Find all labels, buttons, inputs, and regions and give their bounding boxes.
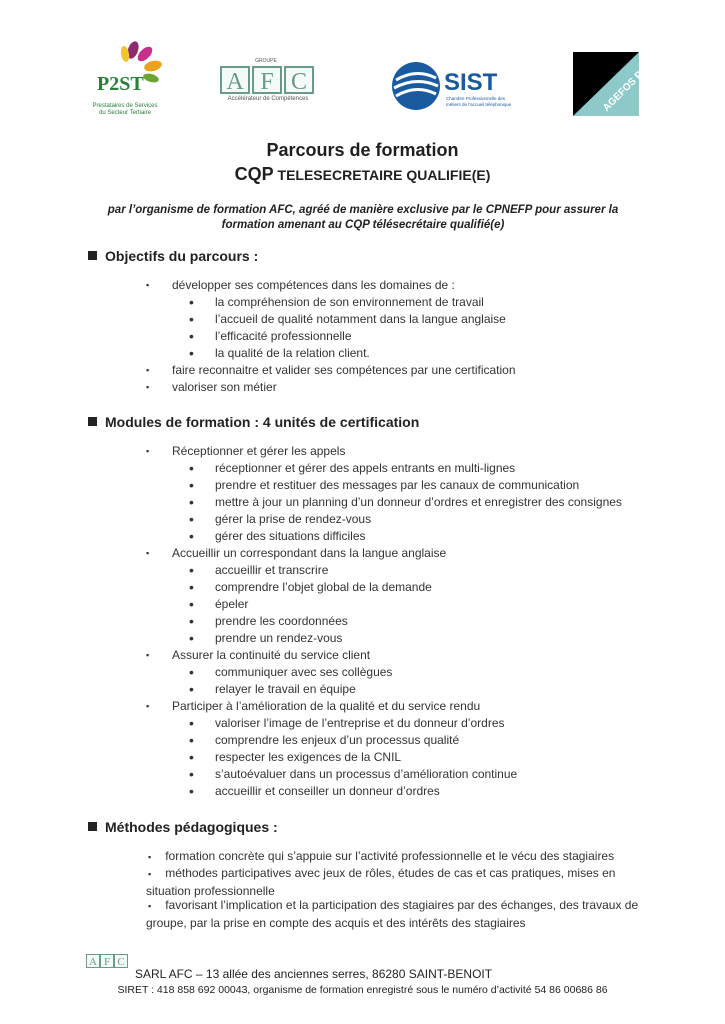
list-item: ▪ développer ses compétences dans les domaines de : bbox=[172, 277, 455, 294]
intro-text: par l’organisme de formation AFC, agréé de manière exclusive par le CPNEFP pour assurer la formation amenant au CQP télésecrétaire qualifié(e) bbox=[107, 204, 619, 231]
afc-letter-a: A bbox=[220, 66, 250, 94]
list-subitem: • accueillir et transcrire bbox=[215, 562, 328, 579]
square-bullet-icon bbox=[88, 251, 97, 260]
list-item: ▪ Participer à l’amélioration de la qualité et du service rendu bbox=[172, 698, 480, 715]
footer-siret: SIRET : 418 858 692 00043, organisme de formation enregistré sous le numéro d’activité 54 86 00686 86 bbox=[117, 984, 608, 996]
list-subitem: • respecter les exigences de la CNIL bbox=[215, 749, 401, 766]
sist-caption-2: métiers de l'accueil téléphonique bbox=[446, 102, 512, 107]
p2st-caption-2: du Secteur Tertiaire bbox=[99, 110, 151, 116]
section-heading-objectifs: Objectifs du parcours : bbox=[88, 248, 258, 264]
p2st-logo bbox=[85, 40, 165, 118]
square-bullet-icon: ▪ bbox=[148, 901, 152, 911]
list-subitem: • comprendre les enjeux d’un processus qualité bbox=[215, 732, 459, 749]
svg-text:P2ST: P2ST bbox=[97, 73, 144, 95]
list-subitem: • la compréhension de son environnement de travail bbox=[215, 294, 484, 311]
list-subitem: • prendre un rendez-vous bbox=[215, 630, 342, 647]
footer-afc-letter: F bbox=[100, 954, 114, 968]
list-subitem: • prendre les coordonnées bbox=[215, 613, 348, 630]
sist-caption-1: Chambre Professionnelle des bbox=[446, 96, 506, 101]
list-subitem: • prendre et restituer des messages par les canaux de communication bbox=[215, 477, 579, 494]
list-subitem: • valoriser l’image de l’entreprise et du donneur d’ordres bbox=[215, 715, 505, 732]
list-subitem: • gérer des situations difficiles bbox=[215, 528, 366, 545]
square-bullet-icon bbox=[88, 822, 97, 831]
list-subitem: • l’efficacité professionnelle bbox=[215, 328, 352, 345]
list-subitem: • la qualité de la relation client. bbox=[215, 345, 370, 362]
list-subitem: • mettre à jour un planning d’un donneur d’ordres et enregistrer des consignes bbox=[215, 494, 622, 511]
section-heading-methodes: Méthodes pédagogiques : bbox=[88, 819, 278, 835]
list-subitem: • épeler bbox=[215, 596, 248, 613]
list-subitem: • communiquer avec ses collègues bbox=[215, 664, 392, 681]
list-item: ▪ faire reconnaitre et valider ses compétences par une certification bbox=[172, 362, 516, 379]
page-title: Parcours de formation bbox=[266, 140, 459, 160]
list-subitem: • relayer le travail en équipe bbox=[215, 681, 356, 698]
list-item: ▪ Accueillir un correspondant dans la langue anglaise bbox=[172, 545, 446, 562]
list-subitem: • accueillir et conseiller un donneur d’ordres bbox=[215, 783, 440, 800]
list-subitem: • réceptionner et gérer des appels entrants en multi-lignes bbox=[215, 460, 515, 477]
sist-name: SIST bbox=[444, 69, 498, 96]
list-subitem: • l’accueil de qualité notamment dans la langue anglaise bbox=[215, 311, 506, 328]
title-cqp: CQP bbox=[234, 164, 274, 184]
agefos-name: AGEFOS PME bbox=[601, 58, 656, 114]
afc-caption: Accélérateur de Compétences bbox=[227, 96, 309, 102]
afc-letter-c: C bbox=[284, 66, 314, 94]
methodes-item: ▪ méthodes participatives avec jeux de rôles, études de cas et cas pratiques, mises en situation professionnelle bbox=[146, 866, 616, 898]
afc-logo bbox=[213, 58, 323, 116]
square-bullet-icon: ▪ bbox=[148, 869, 152, 879]
footer-afc-logo bbox=[86, 952, 136, 976]
list-subitem: • s’autoévaluer dans un processus d’amélioration continue bbox=[215, 766, 517, 783]
footer-afc-letter: C bbox=[114, 954, 128, 968]
afc-group-label: GROUPE bbox=[255, 58, 277, 64]
title-cqp-name: TELESECRETAIRE QUALIFIE(E) bbox=[273, 167, 491, 183]
list-item: ▪ Réceptionner et gérer les appels bbox=[172, 443, 345, 460]
afc-letter-f: F bbox=[252, 66, 282, 94]
list-subitem: • gérer la prise de rendez-vous bbox=[215, 511, 371, 528]
p2st-petals-icon bbox=[85, 40, 165, 96]
list-item: ▪ valoriser son métier bbox=[172, 379, 277, 396]
list-item: ▪ Assurer la continuité du service client bbox=[172, 647, 370, 664]
section-heading-modules: Modules de formation : 4 unités de certification bbox=[88, 414, 419, 430]
p2st-caption-1: Prestataires de Services bbox=[92, 103, 158, 109]
square-bullet-icon: ▪ bbox=[148, 852, 152, 862]
footer-afc-letter: A bbox=[86, 954, 100, 968]
sist-logo bbox=[390, 60, 518, 116]
methodes-item: ▪ formation concrète qui s’appuie sur l’activité professionnelle et le vécu des stagiaires bbox=[148, 849, 615, 863]
square-bullet-icon bbox=[88, 417, 97, 426]
methodes-item: ▪ favorisant l’implication et la participation des stagiaires par des échanges, des travaux de groupe, par la prise en compte des acquis et des intérêts des stagiaires bbox=[146, 898, 639, 930]
page-subtitle-cqp bbox=[0, 164, 725, 185]
list-subitem: • comprendre l’objet global de la demande bbox=[215, 579, 432, 596]
footer-address: SARL AFC – 13 allée des anciennes serres, 86280 SAINT-BENOIT bbox=[135, 967, 493, 981]
sist-globe-icon bbox=[392, 62, 440, 110]
agefos-logo bbox=[573, 52, 656, 116]
